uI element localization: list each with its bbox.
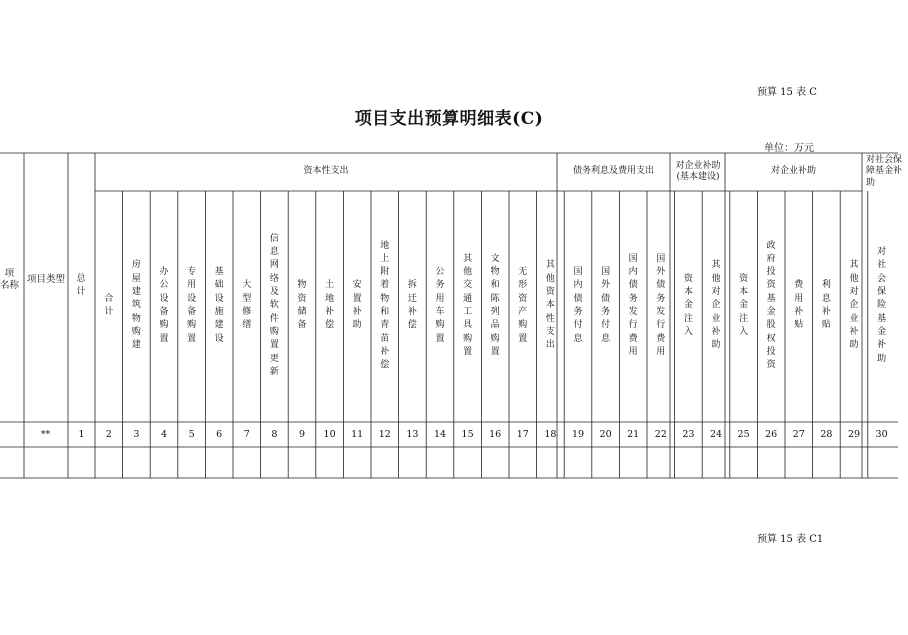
column-number: 9 [298, 429, 306, 440]
column-header: 其他对企业补助 [849, 260, 859, 351]
column-number: 17 [516, 429, 529, 440]
row-number-total: 1 [78, 429, 85, 440]
column-number: 18 [544, 429, 557, 440]
column-number: 19 [571, 429, 585, 440]
column-number: 30 [875, 429, 888, 440]
column-number: 28 [820, 429, 833, 440]
page-title: 项目支出预算明细表(C) [354, 109, 544, 129]
column-number: 21 [627, 429, 640, 440]
column-header: 信息网络及软件购置更新 [269, 233, 279, 377]
column-header: 专用设备购置 [187, 267, 197, 344]
column-header: 办公设备购置 [159, 267, 169, 344]
column-header: 国内债务付息 [573, 267, 583, 344]
column-number: 11 [351, 429, 364, 440]
header-social-group: 对社会保障基金补助 [866, 155, 903, 188]
column-number: 20 [599, 429, 612, 440]
column-header: 公务用车购置 [435, 267, 445, 344]
column-header: 安置补助 [352, 280, 362, 331]
column-header: 其他对企业补助 [711, 260, 721, 351]
column-header: 地上附着物和青苗补偿 [380, 240, 390, 371]
column-number: 24 [709, 429, 723, 440]
column-number: 25 [737, 429, 750, 440]
column-header: 资本金注入 [683, 273, 693, 337]
form-number-top: 预算 15 表 C [757, 87, 817, 98]
header-total: 总计 [76, 274, 86, 298]
column-number: 10 [323, 429, 336, 440]
header-enterprise-capital-group: 对企业补助(基本建设) [675, 160, 721, 182]
column-number: 16 [489, 429, 502, 440]
column-header: 资本金注入 [739, 273, 749, 337]
form-number-bottom: 预算 15 表 C1 [757, 534, 824, 545]
column-header: 国外债务发行费用 [656, 253, 666, 357]
column-header: 拆迁补偿 [407, 280, 417, 331]
column-number: 12 [378, 429, 391, 440]
column-number: 26 [765, 429, 778, 440]
column-header: 房屋建筑物购建 [131, 260, 141, 351]
column-number: 15 [461, 429, 474, 440]
column-header: 无形资产购置 [518, 267, 528, 344]
column-header: 合计 [104, 293, 114, 317]
column-header: 国内债务发行费用 [628, 253, 638, 357]
column-header: 物资储备 [297, 280, 307, 331]
column-header: 大型修缮 [242, 280, 252, 331]
column-number: 27 [792, 429, 805, 440]
row-number-project-type: ** [40, 429, 51, 440]
header-project-name: 项 名称 [0, 268, 20, 291]
column-number: 6 [216, 429, 223, 440]
column-number: 3 [133, 429, 140, 440]
unit-label: 单位：万元 [764, 143, 814, 154]
column-number: 2 [105, 429, 112, 440]
column-header: 其他交通工具购置 [463, 253, 473, 357]
header-debt-group: 债务利息及费用支出 [572, 166, 654, 177]
column-number: 29 [847, 429, 861, 440]
column-header: 土地补偿 [325, 280, 335, 331]
header-project-type: 项目类型 [27, 274, 66, 286]
column-header: 费用补贴 [794, 280, 804, 331]
column-header: 对社会保险基金补助 [877, 247, 887, 364]
column-number: 13 [406, 429, 419, 440]
column-number: 14 [433, 429, 447, 440]
header-enterprise-subsidy-group: 对企业补助 [770, 166, 816, 177]
column-header: 其他资本性支出 [545, 260, 555, 351]
column-number: 23 [682, 429, 695, 440]
column-header: 政府投资基金股权投资 [766, 240, 776, 371]
column-header: 基础设施建设 [214, 267, 224, 344]
column-header: 国外债务付息 [601, 267, 611, 344]
column-header: 利息补贴 [821, 280, 831, 331]
column-number: 22 [654, 429, 667, 440]
column-number: 5 [188, 429, 195, 440]
column-number: 4 [160, 429, 168, 440]
header-capital-group: 资本性支出 [303, 166, 349, 177]
column-number: 7 [243, 429, 250, 440]
column-number: 8 [271, 429, 278, 440]
column-header: 文物和陈列品购置 [490, 253, 500, 357]
